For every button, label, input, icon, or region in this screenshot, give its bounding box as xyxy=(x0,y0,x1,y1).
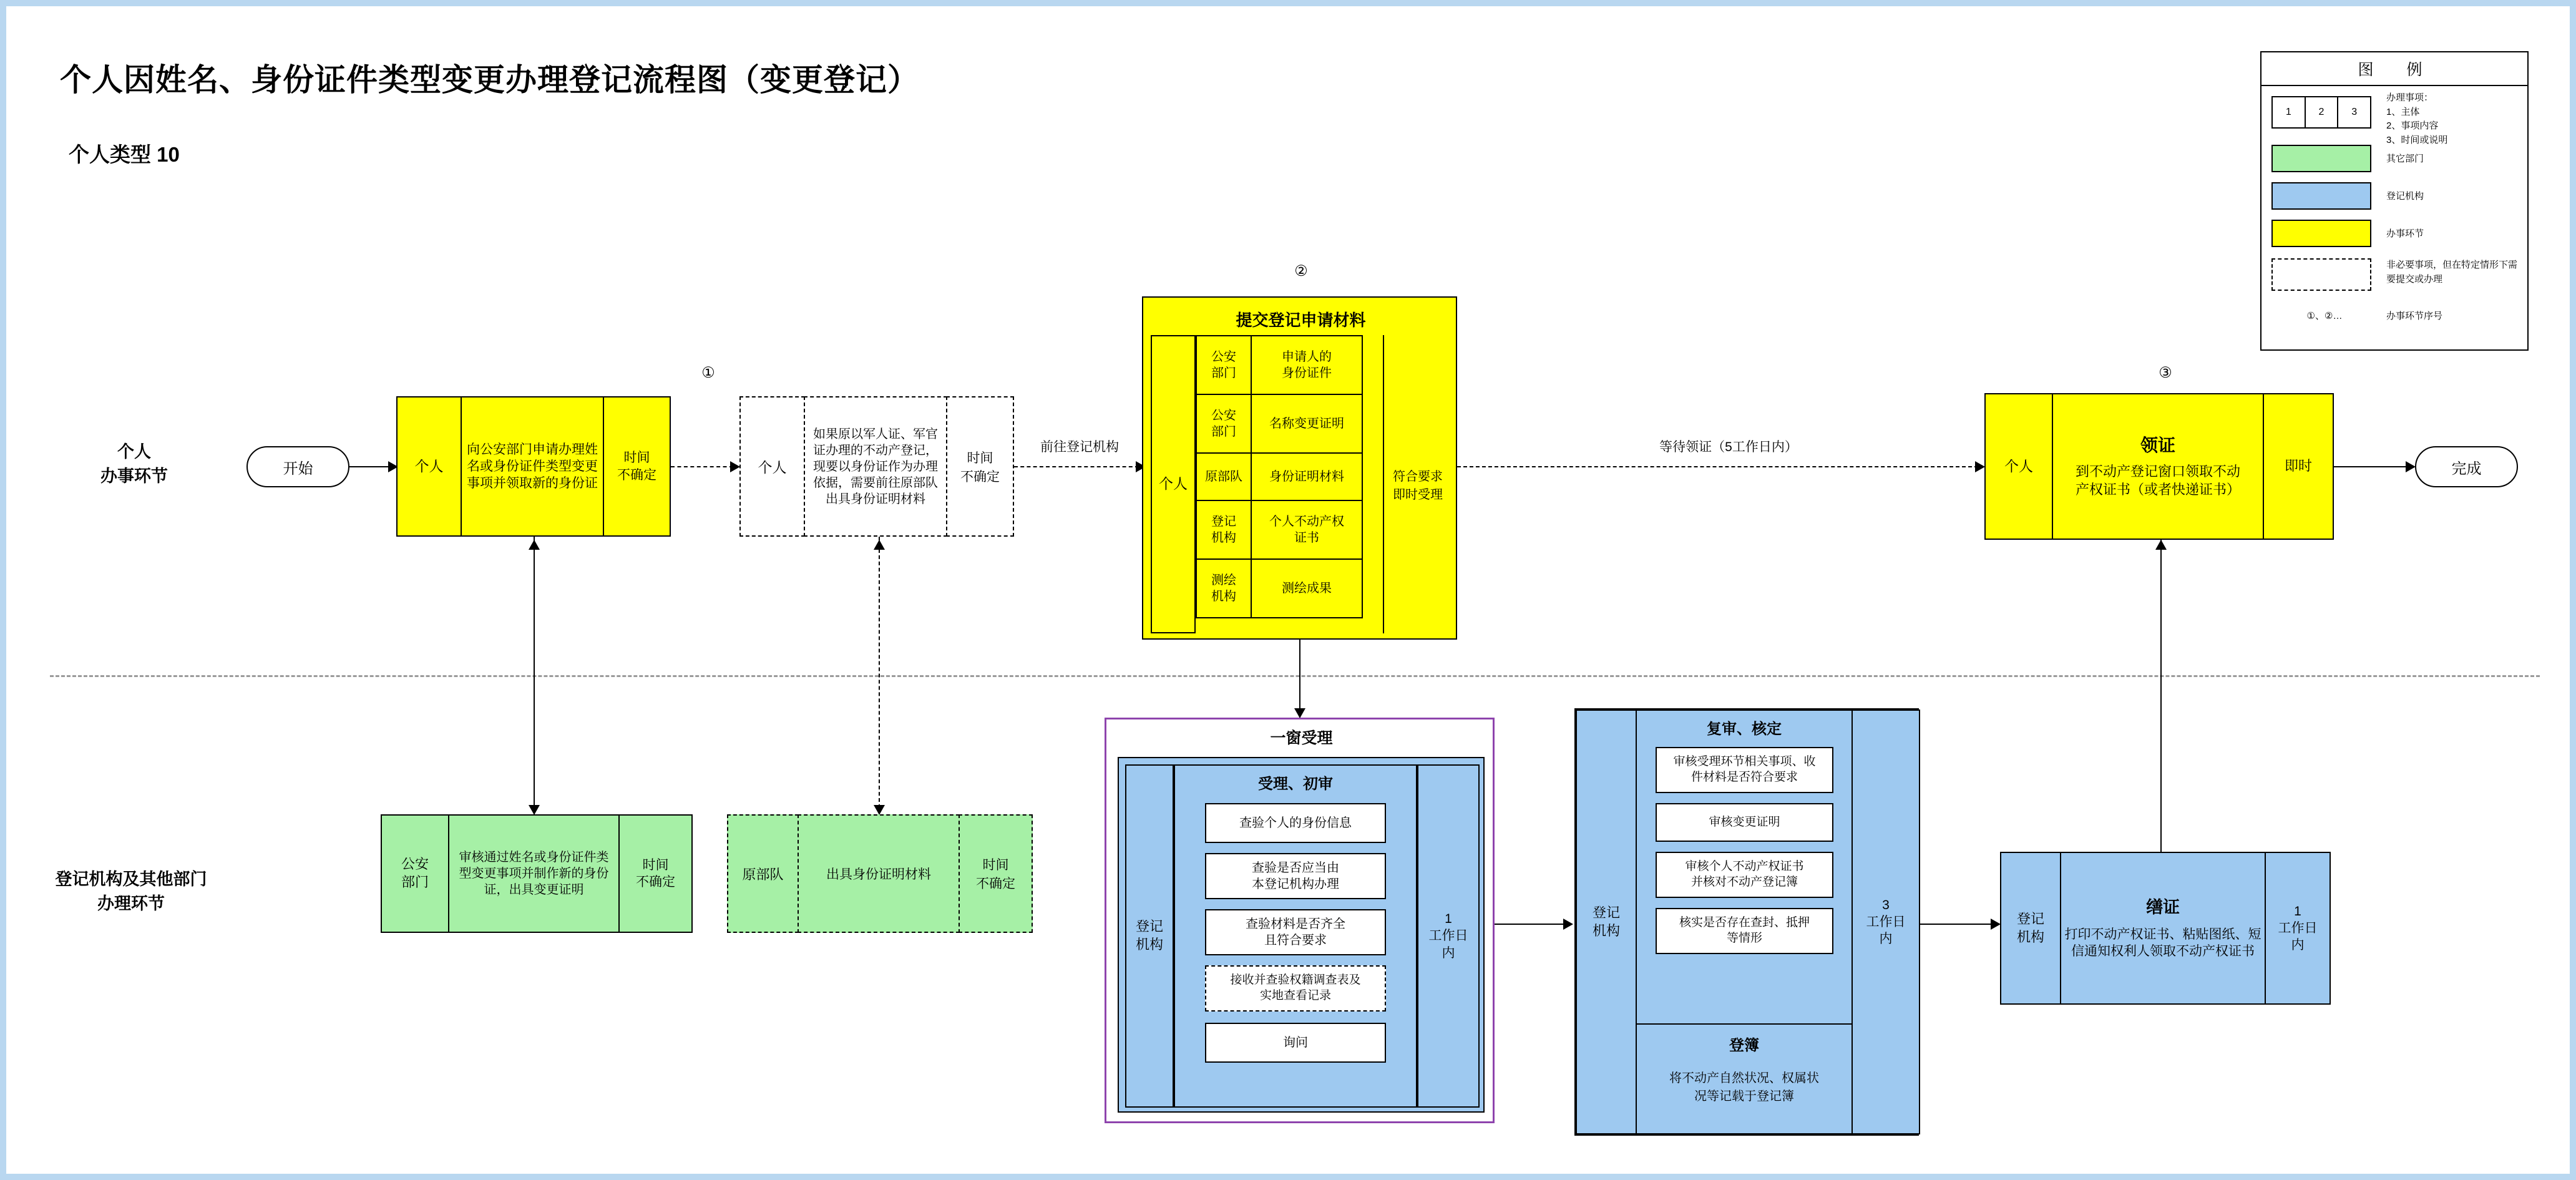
node-register-book xyxy=(1636,1023,1853,1134)
node-optional-actor: 个人 xyxy=(739,396,805,537)
one-window-step-2-line-2: 本登记机构办理 xyxy=(1252,877,1339,891)
node-certify-time xyxy=(2265,852,2331,1005)
node-original-unit-actor: 原部队 xyxy=(727,814,799,933)
edge-review-to-certify xyxy=(1919,924,1994,925)
edge-optional-to-submit xyxy=(1014,466,1139,467)
legend-label-other-dept: 其它部门 xyxy=(2386,154,2424,164)
legend-label-task: 办事环节 xyxy=(2386,228,2424,239)
one-window-sub-title: 受理、初审 xyxy=(1258,776,1333,792)
edge-collect-to-end xyxy=(2334,466,2409,467)
one-window-step-5: 询问 xyxy=(1205,1023,1386,1063)
legend-swatch-other-dept xyxy=(2271,145,2371,172)
node-submit-row-3-party: 原部队 xyxy=(1196,452,1252,501)
node-review-step-4-line-1: 核实是否存在查封、抵押 xyxy=(1679,916,1810,930)
node-certify-time-line-1: 1 xyxy=(2294,904,2301,919)
marker-2: ② xyxy=(1294,263,1308,280)
edge-step1-police-arrow-up xyxy=(529,540,540,550)
edge-step1-police-arrow-down xyxy=(529,805,540,815)
node-review-step-2: 审核变更证明 xyxy=(1656,803,1833,842)
node-submit-row-4-party-line-2: 机构 xyxy=(1211,531,1236,545)
legend-sample-cell-2: 2 xyxy=(2305,96,2339,129)
group-one-window-title: 一窗受理 xyxy=(1270,729,1333,747)
node-submit-row-5-material: 测绘成果 xyxy=(1251,558,1363,618)
edge-label-waiting: 等待领证（5工作日内） xyxy=(1659,440,1798,454)
legend-title: 图 例 xyxy=(2261,52,2527,86)
node-submit-row-1-party-line-1: 公安 xyxy=(1211,350,1236,364)
node-submit-row-1-material-line-1: 申请人的 xyxy=(1282,350,1332,364)
node-review-time xyxy=(1852,709,1920,1134)
node-review-actor xyxy=(1576,709,1637,1134)
node-police-dept xyxy=(381,814,693,933)
node-submit-row-2-party xyxy=(1196,394,1252,454)
edge-start-to-step1 xyxy=(349,466,390,467)
legend-sample-cells xyxy=(2271,96,2371,124)
node-review-step-3-line-2: 并核对不动产登记簿 xyxy=(1690,875,1798,889)
node-optional-time-line-1: 时间 xyxy=(967,451,993,466)
node-register-book-text-line-1: 将不动产自然状况、权属状 xyxy=(1669,1071,1819,1085)
node-collect-body xyxy=(2052,393,2264,540)
node-collect-title: 领证 xyxy=(2140,435,2175,455)
legend-panel xyxy=(2260,51,2529,351)
legend-sample-cell-3: 3 xyxy=(2337,96,2371,129)
lane-label-individual-line-1: 个人 xyxy=(117,442,151,461)
node-review-step-3-line-1: 审核个人不动产权证书 xyxy=(1685,860,1804,874)
node-submit-row-5-party-line-2: 机构 xyxy=(1211,590,1236,603)
node-step1-time xyxy=(603,396,671,537)
one-window-time xyxy=(1417,764,1480,1108)
one-window-actor xyxy=(1125,764,1174,1108)
node-optional-content: 如果原以军人证、军官证办理的不动产登记，现要以身份证作为办理依据，需要前往原部队出具身份证明材料 xyxy=(804,396,947,537)
one-window-actor-line-2: 机构 xyxy=(1135,937,1163,952)
edge-onewindow-to-review-arrowhead xyxy=(1563,919,1573,930)
group-one-window xyxy=(1105,718,1495,1123)
lane-divider xyxy=(50,675,2540,677)
node-step1-time-line-1: 时间 xyxy=(623,451,650,466)
one-window-actor-line-1: 登记 xyxy=(1135,919,1163,935)
node-submit-row-4-material-line-1: 个人不动产权 xyxy=(1269,515,1344,529)
edge-submit-to-collect xyxy=(1457,466,1978,467)
node-optional-step xyxy=(739,396,1014,537)
one-window-step-2-line-1: 查验是否应当由 xyxy=(1252,861,1339,875)
legend-sample-note-line-3: 2、事项内容 xyxy=(2386,120,2439,131)
one-window-time-line-2: 工作日 xyxy=(1428,929,1468,944)
edge-step1-to-optional-arrowhead xyxy=(730,461,740,472)
node-submit-row-2-party-line-2: 部门 xyxy=(1211,425,1236,439)
legend-label-registry: 登记机构 xyxy=(2386,191,2424,202)
one-window-steps-container xyxy=(1174,764,1417,1108)
node-submit-row-2-material: 名称变更证明 xyxy=(1251,394,1363,454)
one-window-step-4-line-2: 实地查看记录 xyxy=(1259,989,1331,1002)
node-review-title: 复审、核定 xyxy=(1707,721,1782,738)
lane-label-individual xyxy=(62,440,206,489)
node-step1-time-line-2: 不确定 xyxy=(617,467,656,482)
node-certify xyxy=(2000,852,2331,1005)
node-certify-actor-line-2: 机构 xyxy=(2016,929,2044,945)
node-optional-time xyxy=(946,396,1014,537)
one-window-panel xyxy=(1118,757,1485,1113)
edge-optional-unit-arrow-up xyxy=(874,540,885,550)
node-submit-rows xyxy=(1196,335,1383,633)
node-submit-row-2-party-line-1: 公安 xyxy=(1211,409,1236,422)
node-police-time xyxy=(618,814,693,933)
legend-seq-symbol: ①、②… xyxy=(2306,311,2343,321)
node-submit-note-line-2: 即时受理 xyxy=(1393,488,1443,502)
lane-label-registry-line-2: 办理环节 xyxy=(97,894,165,914)
node-review-step-1-line-1: 审核受理环节相关事项、收 xyxy=(1673,755,1816,769)
node-submit-row-1-material xyxy=(1251,335,1363,395)
node-submit-row-4-party-line-1: 登记 xyxy=(1211,515,1236,529)
node-certify-time-line-2: 工作日 xyxy=(2278,920,2318,935)
edge-optional-unit-arrow-down xyxy=(874,805,885,815)
edge-collect-to-end-arrowhead xyxy=(2406,461,2416,472)
marker-1: ① xyxy=(701,364,715,381)
node-collect-text-line-2: 产权证书（或者快递证书） xyxy=(2075,481,2240,497)
marker-3: ③ xyxy=(2159,364,2172,381)
edge-onewindow-to-review xyxy=(1495,924,1566,925)
legend-swatch-optional xyxy=(2271,258,2371,291)
node-collect-text-line-1: 到不动产登记窗口领取不动 xyxy=(2075,464,2240,480)
legend-swatch-registry xyxy=(2271,182,2371,210)
node-collect-cert xyxy=(1984,393,2334,540)
one-window-step-3 xyxy=(1205,909,1386,955)
node-optional-time-line-2: 不确定 xyxy=(960,469,1000,484)
node-submit-row-1-party-line-2: 部门 xyxy=(1211,366,1236,380)
node-certify-actor xyxy=(2000,852,2061,1005)
node-submit-note xyxy=(1383,335,1451,633)
node-review-time-line-3: 内 xyxy=(1879,932,1893,947)
node-police-actor-line-1: 公安 xyxy=(401,856,429,872)
one-window-step-4 xyxy=(1205,965,1386,1012)
node-certify-body xyxy=(2060,852,2266,1005)
node-submit-row-1-material-line-2: 身份证件 xyxy=(1282,366,1332,380)
node-police-content: 审核通过姓名或身份证件类型变更事项并制作新的身份证，出具变更证明 xyxy=(448,814,620,933)
node-certify-time-line-3: 内 xyxy=(2291,938,2305,953)
one-window-step-3-line-1: 查验材料是否齐全 xyxy=(1246,917,1345,931)
node-review-step-1-line-2: 件材料是否符合要求 xyxy=(1690,771,1798,784)
node-register-book-text xyxy=(1637,1070,1852,1106)
node-review-actor-line-2: 机构 xyxy=(1592,922,1620,939)
one-window-step-1: 查验个人的身份信息 xyxy=(1205,803,1386,843)
node-submit-row-4-party xyxy=(1196,500,1252,560)
node-police-actor xyxy=(381,814,449,933)
node-review-group xyxy=(1574,708,1919,1136)
edge-optional-unit xyxy=(879,537,880,814)
edge-certify-to-collect xyxy=(2160,540,2162,864)
legend-swatch-task xyxy=(2271,220,2371,247)
node-submit-row-5-party xyxy=(1196,558,1252,618)
legend-sample-note-line-2: 1、主体 xyxy=(2386,106,2420,117)
node-submit-row-3-material: 身份证明材料 xyxy=(1251,452,1363,501)
start-terminator: 开始 xyxy=(246,446,349,487)
legend-sample-note xyxy=(2386,91,2524,147)
edge-review-to-certify-arrowhead xyxy=(1991,919,2001,930)
node-submit-actor: 个人 xyxy=(1151,335,1196,633)
node-certify-text-line-1: 打印不动产权证书、粘贴图纸、短 xyxy=(2064,927,2261,942)
node-submit-title: 提交登记申请材料 xyxy=(1236,311,1366,329)
page-title: 个人因姓名、身份证件类型变更办理登记流程图（变更登记） xyxy=(60,62,919,97)
node-original-unit-time-line-1: 时间 xyxy=(982,858,1009,872)
edge-step1-police xyxy=(534,537,535,814)
node-review-step-1 xyxy=(1656,747,1833,793)
legend-label-optional: 非必要事项，但在特定情形下需要提交或办理 xyxy=(2386,260,2518,285)
node-review-step-4-line-2: 等情形 xyxy=(1726,932,1762,945)
lane-label-registry-line-1: 登记机构及其他部门 xyxy=(55,870,207,889)
node-submit-materials xyxy=(1142,296,1457,640)
node-submit-row-4-material-line-2: 证书 xyxy=(1294,531,1319,545)
edge-submit-to-collect-arrowhead xyxy=(1975,461,1985,472)
one-window-time-line-1: 1 xyxy=(1445,912,1452,927)
page-subtitle: 个人类型 10 xyxy=(69,143,180,166)
one-window-step-2 xyxy=(1205,853,1386,899)
edge-submit-to-onewindow xyxy=(1299,640,1300,718)
node-review-step-4 xyxy=(1656,908,1833,954)
node-police-actor-line-2: 部门 xyxy=(401,874,429,890)
node-collect-time: 即时 xyxy=(2263,393,2334,540)
node-original-unit-time-line-2: 不确定 xyxy=(976,877,1015,891)
node-step1-actor: 个人 xyxy=(396,396,462,537)
node-certify-text-line-2: 信通知权利人领取不动产权证书 xyxy=(2071,944,2255,959)
node-submit-row-5-party-line-1: 测绘 xyxy=(1211,573,1236,587)
node-certify-title: 缮证 xyxy=(2146,897,2180,917)
node-step1-content: 向公安部门申请办理姓名或身份证件类型变更事项并领取新的身份证 xyxy=(461,396,604,537)
lane-label-registry xyxy=(25,867,237,916)
node-collect-actor: 个人 xyxy=(1984,393,2053,540)
edge-submit-to-onewindow-arrowhead xyxy=(1294,708,1305,718)
node-review-time-line-1: 3 xyxy=(1882,897,1890,912)
edge-label-go-to-registry: 前往登记机构 xyxy=(1040,440,1119,454)
end-terminator: 完成 xyxy=(2415,446,2518,487)
one-window-step-4-line-1: 接收并查验权籍调查表及 xyxy=(1230,973,1361,987)
node-review-time-line-2: 工作日 xyxy=(1866,914,1906,929)
node-register-book-title: 登簿 xyxy=(1729,1037,1759,1054)
legend-sample-note-line-4: 3、时间或说明 xyxy=(2386,134,2448,145)
edge-certify-to-collect-arrowhead xyxy=(2155,540,2167,550)
legend-sample-note-line-1: 办理事项： xyxy=(2386,92,2434,103)
node-police-time-line-1: 时间 xyxy=(642,857,669,872)
edge-step1-to-optional xyxy=(671,466,733,467)
legend-seq-label: 办事环节序号 xyxy=(2386,311,2443,321)
node-register-book-text-line-2: 况等记载于登记簿 xyxy=(1694,1090,1794,1103)
node-review-step-3 xyxy=(1656,852,1833,898)
node-police-time-line-2: 不确定 xyxy=(636,875,675,889)
node-original-unit-content: 出具身份证明材料 xyxy=(798,814,960,933)
node-original-unit-time xyxy=(959,814,1033,933)
node-submit-row-1-party xyxy=(1196,335,1252,395)
node-submit-note-line-1: 符合要求 xyxy=(1393,470,1443,484)
node-review-body xyxy=(1636,709,1853,1025)
node-original-unit xyxy=(727,814,1033,933)
node-certify-actor-line-1: 登记 xyxy=(2016,910,2044,927)
legend-sample-cell-1: 1 xyxy=(2271,96,2306,129)
node-review-actor-line-1: 登记 xyxy=(1592,904,1620,920)
node-step1 xyxy=(396,396,671,537)
lane-label-individual-line-2: 办事环节 xyxy=(100,467,168,486)
one-window-step-3-line-2: 且符合要求 xyxy=(1264,934,1327,947)
node-submit-row-4-material xyxy=(1251,500,1363,560)
one-window-time-line-3: 内 xyxy=(1442,945,1455,960)
